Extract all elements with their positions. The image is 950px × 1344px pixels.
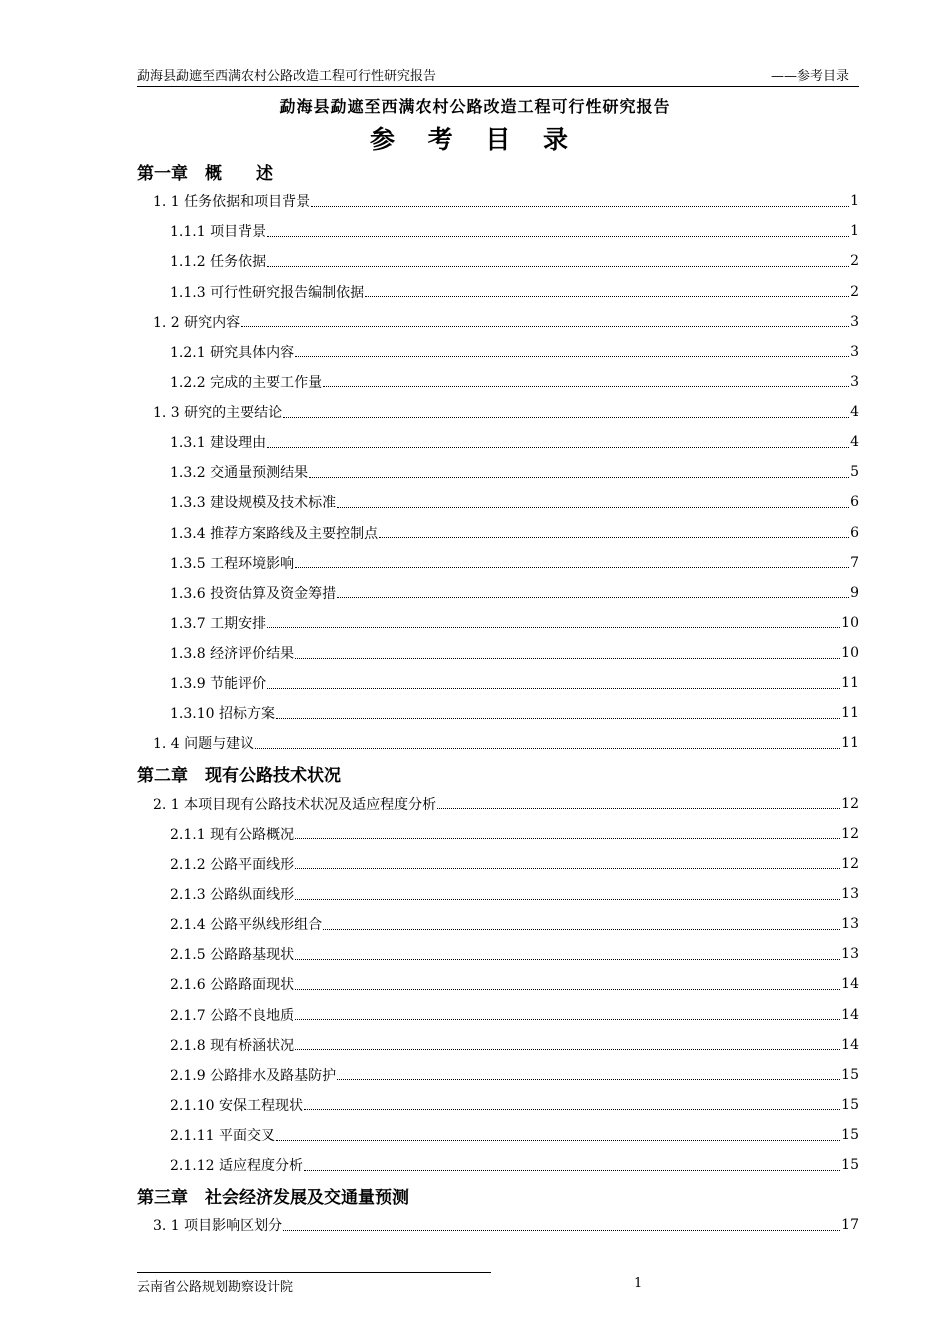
toc-entry-title: 2.1.11 平面交叉 <box>170 1128 275 1145</box>
toc-entry-title: 第一章 概 述 <box>137 163 273 184</box>
toc-leader-dots <box>276 1140 840 1141</box>
toc-leader-dots <box>337 1079 840 1080</box>
toc-page-number: 4 <box>850 434 859 451</box>
toc-page-number: 13 <box>841 946 859 963</box>
toc-entry-title: 2.1.6 公路路面现状 <box>170 977 295 994</box>
toc-entry[interactable] <box>137 487 859 517</box>
toc-page-number: 7 <box>850 554 859 571</box>
footer-organization: 云南省公路规划勘察设计院 <box>137 1280 294 1295</box>
toc-leader-dots <box>379 537 849 538</box>
toc-entry[interactable] <box>137 879 859 909</box>
toc-page-number: 12 <box>841 855 859 872</box>
toc-leader-dots <box>304 1109 840 1110</box>
toc-page-number: 2 <box>850 253 859 270</box>
toc-entry[interactable] <box>137 397 859 427</box>
toc-entry-title: 1.3.2 交通量预测结果 <box>170 465 309 482</box>
toc-entry-title: 1. 3 研究的主要结论 <box>153 405 283 422</box>
footer-page-number: 1 <box>634 1276 643 1291</box>
toc-entry-title: 1. 2 研究内容 <box>153 314 241 331</box>
toc-page-number: 3 <box>850 313 859 330</box>
toc-entry[interactable] <box>137 548 859 578</box>
toc-leader-dots <box>365 296 849 297</box>
toc-leader-dots <box>241 326 849 327</box>
toc-entry[interactable] <box>137 1060 859 1090</box>
toc-page-number: 15 <box>841 1157 859 1174</box>
header-document-title: 勐海县勐遮至西满农村公路改造工程可行性研究报告 <box>137 69 437 84</box>
toc-leader-dots <box>267 688 840 689</box>
toc-entry[interactable] <box>137 457 859 487</box>
toc-page-number: 1 <box>850 223 859 240</box>
toc-entry[interactable] <box>137 638 859 668</box>
toc-entry[interactable] <box>137 1210 859 1240</box>
toc-page-number: 4 <box>850 404 859 421</box>
toc-leader-dots <box>295 989 840 990</box>
toc-leader-dots <box>337 597 849 598</box>
toc-entry[interactable] <box>137 1090 859 1120</box>
toc-entry[interactable] <box>137 277 859 307</box>
toc-entry-title: 1.3.8 经济评价结果 <box>170 646 295 663</box>
toc-entry[interactable] <box>137 1000 859 1030</box>
toc-heading: 参 考 目 录 <box>369 125 581 154</box>
toc-entry-title: 1.1.1 项目背景 <box>170 224 267 241</box>
toc-entry[interactable] <box>137 518 859 548</box>
toc-leader-dots <box>267 266 849 267</box>
toc-leader-dots <box>295 1019 840 1020</box>
toc-entry[interactable] <box>137 969 859 999</box>
toc-entry-title: 第二章 现有公路技术状况 <box>137 766 341 787</box>
toc-leader-dots <box>323 386 849 387</box>
toc-page-number: 14 <box>841 1006 859 1023</box>
toc-entry[interactable] <box>137 698 859 728</box>
toc-entry-title: 1.2.2 完成的主要工作量 <box>170 374 323 391</box>
toc-leader-dots <box>295 868 840 869</box>
toc-chapter <box>137 156 859 186</box>
toc-leader-dots <box>267 627 840 628</box>
toc-entry[interactable] <box>137 246 859 276</box>
toc-page-number: 10 <box>841 645 859 662</box>
toc-entry[interactable] <box>137 668 859 698</box>
page-header <box>137 68 859 87</box>
toc-leader-dots <box>337 507 849 508</box>
toc-entry[interactable] <box>137 307 859 337</box>
toc-leader-dots <box>304 1170 840 1171</box>
toc-page-number: 13 <box>841 886 859 903</box>
toc-entry[interactable] <box>137 939 859 969</box>
toc-page-number: 13 <box>841 916 859 933</box>
toc-leader-dots <box>295 959 840 960</box>
toc-page-number: 14 <box>841 976 859 993</box>
toc-leader-dots <box>309 477 849 478</box>
toc-entry[interactable] <box>137 1030 859 1060</box>
toc-leader-dots <box>276 718 840 719</box>
toc-page-number: 15 <box>841 1127 859 1144</box>
toc-entry-title: 1. 4 问题与建议 <box>153 736 255 753</box>
toc-leader-dots <box>267 236 849 237</box>
toc-page-number: 14 <box>841 1036 859 1053</box>
toc-entry[interactable] <box>137 909 859 939</box>
toc-entry-title: 1.3.4 推荐方案路线及主要控制点 <box>170 525 379 542</box>
toc-entry[interactable] <box>137 819 859 849</box>
toc-page-number: 3 <box>850 343 859 360</box>
footer-divider <box>137 1272 491 1273</box>
toc-entry-title: 2.1.2 公路平面线形 <box>170 856 295 873</box>
toc-page-number: 11 <box>841 675 859 692</box>
toc-entry-title: 1.3.7 工期安排 <box>170 615 267 632</box>
toc-entry-title: 1.1.3 可行性研究报告编制依据 <box>170 284 365 301</box>
toc-page-number: 11 <box>841 705 859 722</box>
toc-entry-title: 1.2.1 研究具体内容 <box>170 344 295 361</box>
toc-entry[interactable] <box>137 427 859 457</box>
toc-entry[interactable] <box>137 216 859 246</box>
toc-entry-title: 1. 1 任务依据和项目背景 <box>153 194 311 211</box>
toc-entry-title: 1.3.10 招标方案 <box>170 706 275 723</box>
toc-leader-dots <box>295 838 840 839</box>
toc-entry-title: 2.1.12 适应程度分析 <box>170 1158 303 1175</box>
toc-leader-dots <box>437 808 840 809</box>
toc-page-number: 10 <box>841 614 859 631</box>
toc-entry-title: 1.1.2 任务依据 <box>170 254 267 271</box>
toc-entry[interactable] <box>137 186 859 216</box>
toc-leader-dots <box>283 1230 840 1231</box>
toc-entry[interactable] <box>137 367 859 397</box>
toc-entry-title: 2.1.3 公路纵面线形 <box>170 887 295 904</box>
toc-leader-dots <box>295 658 840 659</box>
toc-entry-title: 1.3.6 投资估算及资金筹措 <box>170 585 337 602</box>
toc-page-number: 12 <box>841 825 859 842</box>
toc-entry-title: 2.1.5 公路路基现状 <box>170 947 295 964</box>
toc-entry[interactable] <box>137 789 859 819</box>
toc-entry[interactable] <box>137 728 859 758</box>
toc-entry-title: 3. 1 项目影响区划分 <box>153 1218 283 1235</box>
toc-chapter <box>137 1180 859 1210</box>
toc-leader-dots <box>323 929 840 930</box>
toc-leader-dots <box>295 567 849 568</box>
toc-entry[interactable] <box>137 1120 859 1150</box>
toc-page-number: 12 <box>841 795 859 812</box>
toc-entry-title: 1.3.3 建设规模及技术标准 <box>170 495 337 512</box>
toc-entry-title: 1.3.5 工程环境影响 <box>170 555 295 572</box>
toc-page-number: 9 <box>850 584 859 601</box>
toc-page-number: 11 <box>841 735 859 752</box>
toc-entry[interactable] <box>137 608 859 638</box>
header-section-label: ——参考目录 <box>770 69 849 84</box>
toc-entry-title: 2.1.8 现有桥涵状况 <box>170 1037 295 1054</box>
toc-entry[interactable] <box>137 1150 859 1180</box>
toc-leader-dots <box>295 1049 840 1050</box>
toc-entry-title: 2.1.1 现有公路概况 <box>170 826 295 843</box>
toc-page-number: 6 <box>850 524 859 541</box>
toc-entry[interactable] <box>137 578 859 608</box>
toc-entry-title: 2.1.7 公路不良地质 <box>170 1007 295 1024</box>
table-of-contents <box>137 156 859 1241</box>
toc-entry-title: 1.3.1 建设理由 <box>170 435 267 452</box>
toc-entry-title: 1.3.9 节能评价 <box>170 676 267 693</box>
toc-leader-dots <box>311 206 849 207</box>
toc-leader-dots <box>283 417 849 418</box>
toc-leader-dots <box>295 899 840 900</box>
toc-entry[interactable] <box>137 337 859 367</box>
toc-leader-dots <box>267 447 849 448</box>
toc-page-number: 17 <box>841 1217 859 1234</box>
document-title: 勐海县勐遮至西满农村公路改造工程可行性研究报告 <box>279 97 671 116</box>
toc-page-number: 15 <box>841 1096 859 1113</box>
toc-leader-dots <box>295 356 849 357</box>
toc-page-number: 6 <box>850 494 859 511</box>
toc-entry-title: 2.1.4 公路平纵线形组合 <box>170 917 323 934</box>
toc-entry-title: 第三章 社会经济发展及交通量预测 <box>137 1187 409 1208</box>
toc-page-number: 1 <box>850 193 859 210</box>
toc-page-number: 3 <box>850 373 859 390</box>
toc-entry[interactable] <box>137 849 859 879</box>
toc-page-number: 2 <box>850 283 859 300</box>
toc-leader-dots <box>255 748 840 749</box>
toc-chapter <box>137 759 859 789</box>
toc-entry-title: 2.1.10 安保工程现状 <box>170 1097 303 1114</box>
toc-page-number: 15 <box>841 1066 859 1083</box>
toc-entry-title: 2.1.9 公路排水及路基防护 <box>170 1067 337 1084</box>
toc-page-number: 5 <box>850 464 859 481</box>
toc-entry-title: 2. 1 本项目现有公路技术状况及适应程度分析 <box>153 796 437 813</box>
